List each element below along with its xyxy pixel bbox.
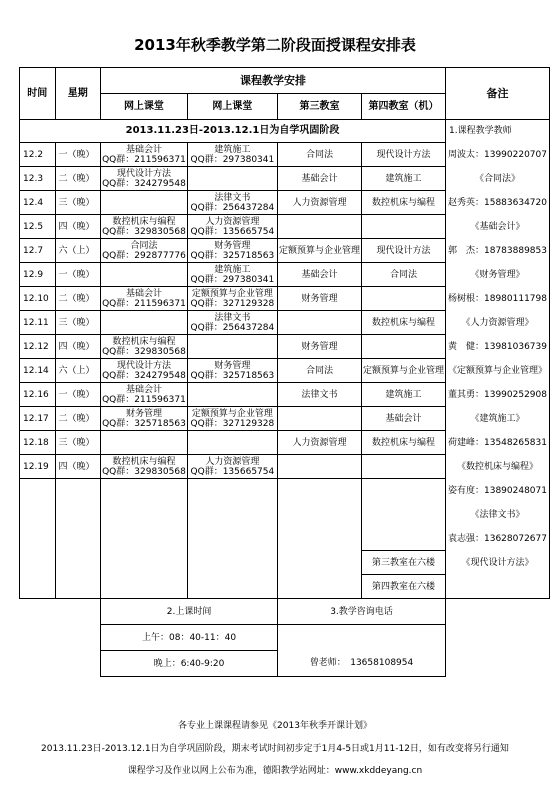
empty-cell: [101, 527, 188, 551]
empty-cell: [361, 527, 445, 551]
online-class-2-course: 财务管理: [214, 360, 251, 371]
weekday-cell: 一（晚）: [55, 143, 101, 167]
online-class-2: [187, 359, 277, 383]
online-class-2: [187, 383, 277, 407]
online-class-2-course: 建筑施工: [214, 264, 251, 275]
date-cell: 12.4: [20, 191, 56, 215]
note-line: 郭 杰：18783889853: [446, 239, 550, 263]
empty-cell: [101, 575, 188, 599]
room-3-cell: [277, 215, 361, 239]
weekday-cell: 二（晚）: [55, 407, 101, 431]
empty-cell: [55, 479, 101, 503]
empty-cell: [20, 599, 56, 625]
online-class-1: [101, 311, 188, 335]
online-class-2-qq-group: QQ群：297380341: [190, 274, 275, 285]
weekday-cell: 三（晚）: [55, 311, 101, 335]
online-class-1-course: 数控机床与编程: [112, 336, 176, 347]
room-4-cell: 数控机床与编程: [361, 191, 445, 215]
empty-cell: [101, 503, 188, 527]
date-cell: 12.17: [20, 407, 56, 431]
room-3-cell: 基础会计: [277, 263, 361, 287]
empty-cell: [20, 651, 56, 677]
room-3-cell: 定额预算与企业管理: [277, 239, 361, 263]
empty-cell: [55, 625, 101, 651]
date-cell: 12.18: [20, 431, 56, 455]
weekday-cell: 一（晚）: [55, 263, 101, 287]
date-cell: 12.11: [20, 311, 56, 335]
note-line: 周波太：13990220707: [446, 143, 550, 167]
table-row: [20, 651, 550, 677]
empty-cell: [101, 479, 188, 503]
online-class-1-qq-group: QQ群：324279548: [102, 178, 186, 189]
document-title: 2013年秋季教学第二阶段面授课程安排表: [134, 36, 416, 54]
note-line: 黄 健：13981036739: [446, 335, 550, 359]
online-class-2: [187, 167, 277, 191]
note-line: 《人力资源管理》: [446, 311, 550, 335]
date-cell: 12.5: [20, 215, 56, 239]
note-line: 《建筑施工》: [446, 407, 550, 431]
online-class-1-qq-group: QQ群：324279548: [102, 370, 186, 381]
self-study-band: 2013.11.23日-2013.12.1日为自学巩固阶段: [20, 120, 446, 143]
empty-cell: [277, 479, 361, 503]
room-3-cell: 财务管理: [277, 335, 361, 359]
online-class-1-qq-group: QQ群：292877776: [102, 250, 186, 261]
online-class-2: [187, 335, 277, 359]
online-class-2: [187, 455, 277, 479]
weekday-cell: 二（晚）: [55, 167, 101, 191]
empty-cell: [55, 575, 101, 599]
header-weekday: 星期: [55, 68, 101, 120]
weekday-cell: 四（晚）: [55, 455, 101, 479]
online-class-1: [101, 143, 188, 167]
online-class-1-qq-group: QQ群：329830568: [102, 346, 186, 357]
header-room-online-2: 网上课堂: [187, 94, 277, 120]
weekday-cell: 二（晚）: [55, 287, 101, 311]
table-row: [20, 431, 550, 455]
room-3-cell: 人力资源管理: [277, 191, 361, 215]
online-class-2-course: 法律文书: [214, 312, 251, 323]
empty-cell: [361, 479, 445, 503]
note-line: 《定额预算与企业管理》: [446, 359, 550, 383]
weekday-cell: 四（晚）: [55, 215, 101, 239]
online-class-1-course: 基础会计: [125, 288, 162, 299]
empty-cell: [187, 479, 277, 503]
online-class-1-qq-group: QQ群：329830568: [102, 226, 186, 237]
note-line: 《财务管理》: [446, 263, 550, 287]
online-class-2-qq-group: QQ群：327129328: [190, 418, 275, 429]
date-cell: 12.12: [20, 335, 56, 359]
weekday-cell: 三（晚）: [55, 191, 101, 215]
empty-cell: [20, 479, 56, 503]
online-class-1: [101, 167, 188, 191]
footer-line-2: 2013.11.23日-2013.12.1日为自学巩固阶段，期末考试时间初步定于1月4-5日或1月11-12日，如有改变将另行通知: [41, 744, 509, 754]
weekday-cell: 三（晚）: [55, 431, 101, 455]
online-class-1: [101, 383, 188, 407]
empty-cell: [446, 575, 550, 599]
date-cell: 12.7: [20, 239, 56, 263]
online-class-1-course: 数控机床与编程: [112, 456, 176, 467]
weekday-cell: 四（晚）: [55, 335, 101, 359]
online-class-1: [101, 407, 188, 431]
online-class-1-course: 合同法: [130, 240, 158, 251]
online-class-1-course: 基础会计: [125, 144, 162, 155]
schedule-table: [19, 67, 550, 677]
note-line: 姿有度：13890248071: [446, 479, 550, 503]
date-cell: 12.19: [20, 455, 56, 479]
empty-cell: [55, 503, 101, 527]
empty-cell: [277, 575, 361, 599]
note-line: 《法律文书》: [446, 503, 550, 527]
online-class-2-qq-group: QQ群：297380341: [190, 154, 275, 165]
note-line: 《现代设计方法》: [446, 551, 550, 575]
date-cell: 12.10: [20, 287, 56, 311]
room-4-cell: 定额预算与企业管理: [361, 359, 445, 383]
room-4-cell: [361, 335, 445, 359]
room-4-cell: 建筑施工: [361, 167, 445, 191]
header-remarks: 备注: [446, 68, 550, 120]
empty-cell: [446, 651, 550, 677]
empty-cell: [20, 625, 56, 651]
note-line: 《基础会计》: [446, 215, 550, 239]
room-3-cell: 法律文书: [277, 383, 361, 407]
online-class-1: [101, 191, 188, 215]
note-line: 1.课程教学教师: [446, 120, 550, 143]
table-row: [20, 191, 550, 215]
online-class-1-course: 数控机床与编程: [112, 216, 176, 227]
footer-line-3: 课程学习及作业以网上公布为准，德阳教学站网址：www.xkddeyang.cn: [127, 766, 423, 776]
online-class-1-qq-group: QQ群：211596371: [102, 394, 186, 405]
online-class-1: [101, 335, 188, 359]
note-line: 董其勇：13990252908: [446, 383, 550, 407]
weekday-cell: 六（上）: [55, 239, 101, 263]
empty-cell: [101, 551, 188, 575]
header-room-3: 第三教室: [277, 94, 361, 120]
online-class-2-qq-group: QQ群：325718563: [190, 250, 275, 261]
online-class-1: [101, 359, 188, 383]
table-row: [20, 215, 550, 239]
online-class-2-qq-group: QQ群：135665754: [190, 226, 275, 237]
empty-cell: [20, 503, 56, 527]
table-row: [20, 527, 550, 551]
table-row: [20, 479, 550, 503]
empty-cell: [277, 551, 361, 575]
room-4-location-note: 第四教室在六楼: [361, 575, 445, 599]
online-class-2-course: 建筑施工: [214, 144, 251, 155]
table-row: [20, 239, 550, 263]
weekday-cell: 一（晚）: [55, 383, 101, 407]
empty-cell: [20, 575, 56, 599]
online-class-2-course: 法律文书: [214, 192, 251, 203]
table-row: [20, 143, 550, 167]
room-3-location-note: 第三教室在六楼: [361, 551, 445, 575]
table-row: [20, 287, 550, 311]
online-class-2-course: 定额预算与企业管理: [191, 408, 273, 419]
empty-cell: [187, 527, 277, 551]
table-row: [20, 311, 550, 335]
table-row: [20, 383, 550, 407]
date-cell: 12.14: [20, 359, 56, 383]
room-3-cell: 人力资源管理: [277, 431, 361, 455]
empty-cell: [20, 527, 56, 551]
morning-time: 上午：08：40-11：40: [101, 625, 278, 651]
note-line: 袁志强：13628072677: [446, 527, 550, 551]
table-row: [20, 335, 550, 359]
weekday-cell: 六（上）: [55, 359, 101, 383]
room-4-cell: 合同法: [361, 263, 445, 287]
online-class-1-qq-group: QQ群：211596371: [102, 298, 186, 309]
online-class-2: [187, 191, 277, 215]
date-cell: 12.9: [20, 263, 56, 287]
table-row: [20, 551, 550, 575]
room-4-cell: 现代设计方法: [361, 239, 445, 263]
empty-cell: [55, 599, 101, 625]
empty-cell: [277, 503, 361, 527]
empty-cell: [277, 527, 361, 551]
table-row: [20, 503, 550, 527]
room-4-cell: [361, 287, 445, 311]
online-class-1-course: 现代设计方法: [116, 168, 171, 179]
online-class-1: [101, 431, 188, 455]
online-class-2-course: 人力资源管理: [205, 456, 260, 467]
online-class-2: [187, 239, 277, 263]
footer-line-1: 各专业上课课程请参见《2013年秋季开课计划》: [178, 721, 372, 731]
online-class-2-qq-group: QQ群：256437284: [190, 322, 275, 333]
room-3-cell: [277, 311, 361, 335]
online-class-2-qq-group: QQ群：327129328: [190, 298, 275, 309]
room-4-cell: 现代设计方法: [361, 143, 445, 167]
table-row: [20, 455, 550, 479]
header-course-plan: 课程教学安排: [101, 68, 446, 94]
online-class-1-course: 基础会计: [125, 384, 162, 395]
section-class-time: 2.上课时间: [101, 599, 278, 625]
table-row: [20, 625, 550, 651]
online-class-2-course: 财务管理: [214, 240, 251, 251]
online-class-1: [101, 287, 188, 311]
room-4-cell: [361, 455, 445, 479]
empty-cell: [187, 575, 277, 599]
online-class-2: [187, 431, 277, 455]
table-row: [20, 575, 550, 599]
header-room-online-1: 网上课堂: [101, 94, 188, 120]
online-class-2: [187, 407, 277, 431]
online-class-2-qq-group: QQ群：256437284: [190, 202, 275, 213]
online-class-1-qq-group: QQ群：211596371: [102, 154, 186, 165]
room-4-cell: 数控机床与编程: [361, 431, 445, 455]
contact-phone: 曾老师： 13658108954: [277, 651, 445, 677]
online-class-2-course: 定额预算与企业管理: [191, 288, 273, 299]
online-class-2: [187, 215, 277, 239]
section-consult-phone: 3.教学咨询电话: [277, 599, 445, 625]
online-class-1: [101, 239, 188, 263]
note-line: 荷建峰：13548265831: [446, 431, 550, 455]
header-room-4: 第四教室（机）: [361, 94, 445, 120]
online-class-2: [187, 263, 277, 287]
room-3-cell: 合同法: [277, 143, 361, 167]
date-cell: 12.16: [20, 383, 56, 407]
table-row: [20, 407, 550, 431]
room-4-cell: 数控机床与编程: [361, 311, 445, 335]
empty-cell: [187, 503, 277, 527]
empty-cell: [277, 625, 445, 651]
online-class-2-course: 人力资源管理: [205, 216, 260, 227]
online-class-2: [187, 311, 277, 335]
online-class-1: [101, 215, 188, 239]
online-class-1-qq-group: QQ群：329830568: [102, 466, 186, 477]
note-line: 《数控机床与编程》: [446, 455, 550, 479]
evening-time: 晚上：6:40-9:20: [101, 651, 278, 677]
empty-cell: [446, 599, 550, 625]
header-time: 时间: [20, 68, 56, 120]
room-3-cell: [277, 407, 361, 431]
empty-cell: [20, 551, 56, 575]
online-class-1-course: 现代设计方法: [116, 360, 171, 371]
room-4-cell: [361, 215, 445, 239]
empty-cell: [55, 551, 101, 575]
note-line: 赵秀英：15883634720: [446, 191, 550, 215]
online-class-2-qq-group: QQ群：325718563: [190, 370, 275, 381]
empty-cell: [187, 551, 277, 575]
room-3-cell: 合同法: [277, 359, 361, 383]
table-row: [20, 599, 550, 625]
online-class-2: [187, 143, 277, 167]
online-class-2-qq-group: QQ群：135665754: [190, 466, 275, 477]
note-line: 杨树根：18980111798: [446, 287, 550, 311]
empty-cell: [361, 503, 445, 527]
empty-cell: [55, 651, 101, 677]
room-3-cell: [277, 455, 361, 479]
table-row: [20, 263, 550, 287]
online-class-1-course: 财务管理: [125, 408, 162, 419]
table-row: [20, 359, 550, 383]
table-row: [20, 167, 550, 191]
room-4-cell: 基础会计: [361, 407, 445, 431]
note-line: 《合同法》: [446, 167, 550, 191]
room-3-cell: 基础会计: [277, 167, 361, 191]
empty-cell: [446, 625, 550, 651]
online-class-1: [101, 455, 188, 479]
room-3-cell: 财务管理: [277, 287, 361, 311]
empty-cell: [55, 527, 101, 551]
online-class-2: [187, 287, 277, 311]
date-cell: 12.2: [20, 143, 56, 167]
date-cell: 12.3: [20, 167, 56, 191]
online-class-1: [101, 263, 188, 287]
room-4-cell: 建筑施工: [361, 383, 445, 407]
online-class-1-qq-group: QQ群：325718563: [102, 418, 186, 429]
